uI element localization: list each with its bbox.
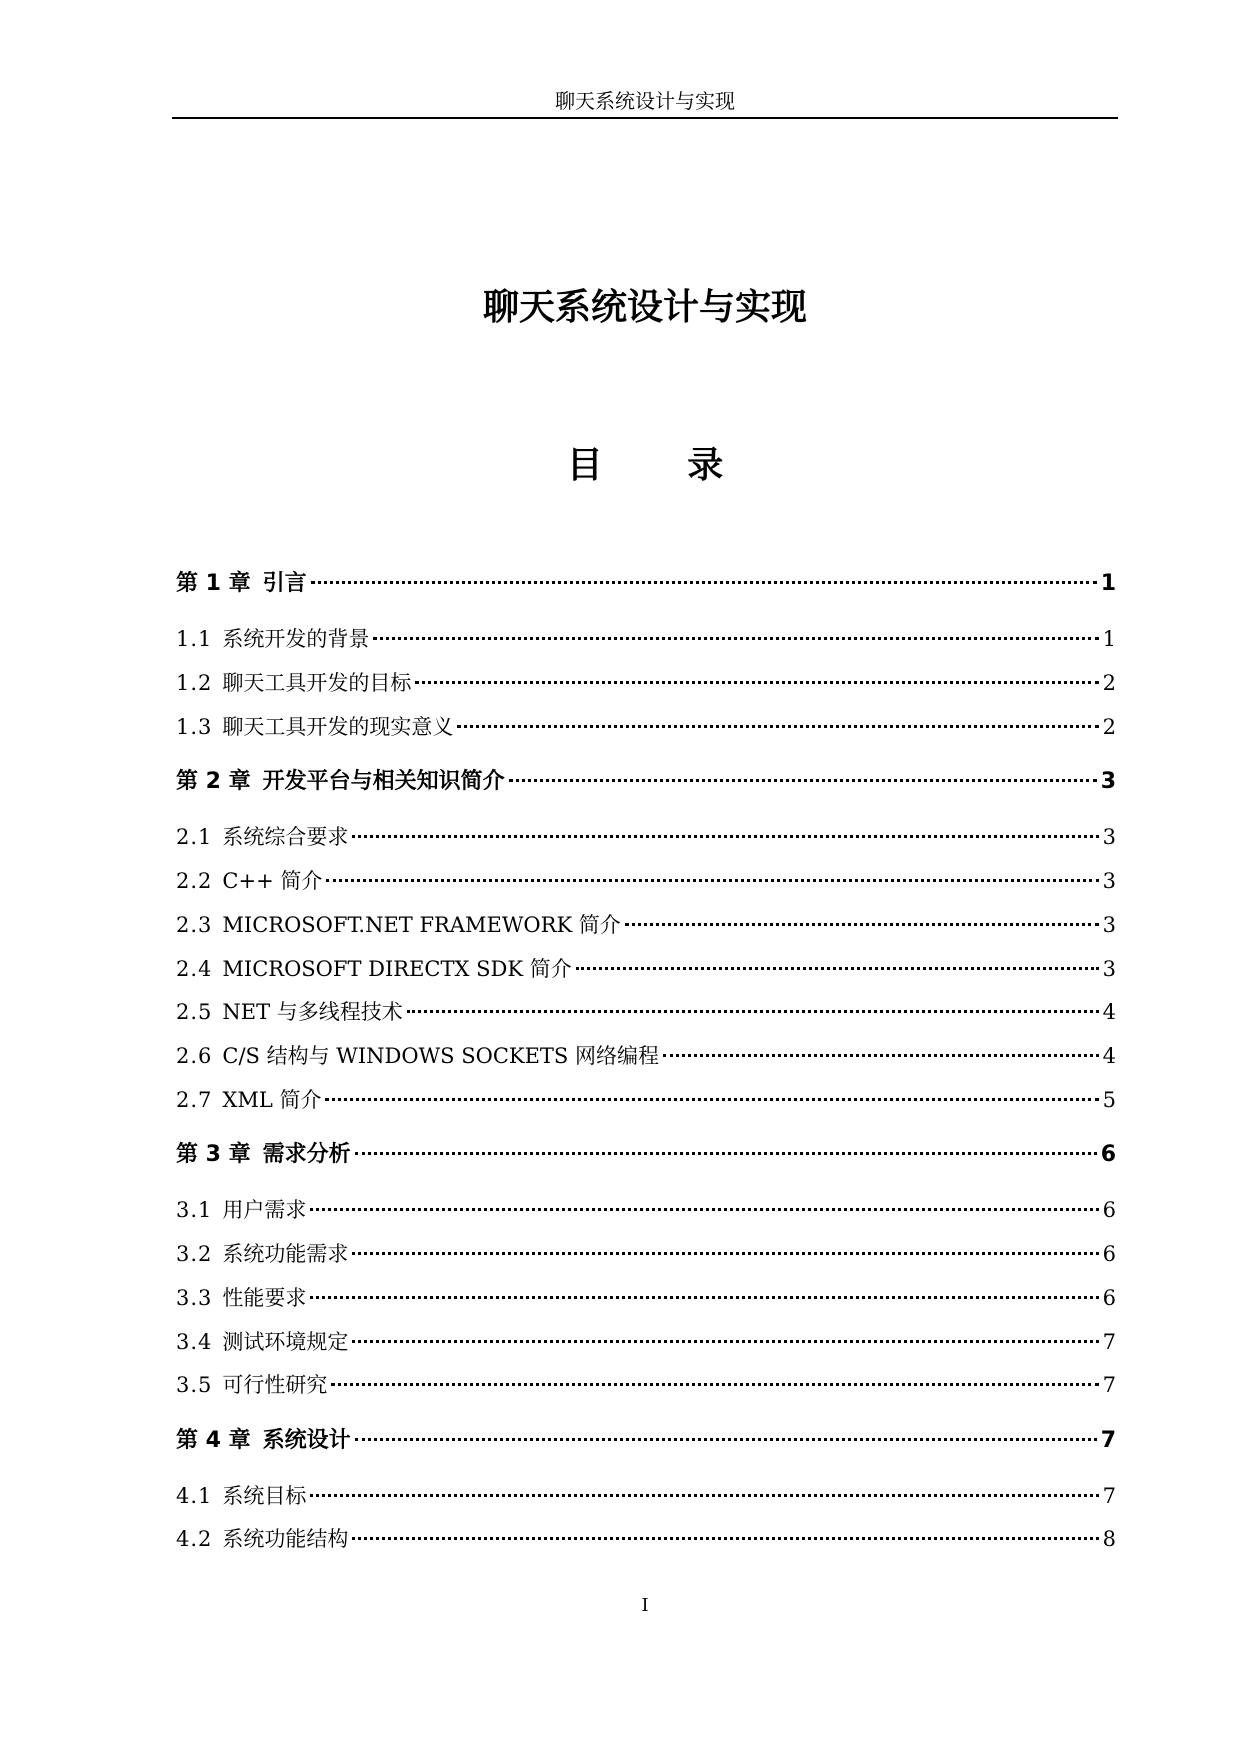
dot-leader [352, 1340, 1098, 1343]
toc-entry-page: 7 [1102, 1330, 1116, 1354]
dot-leader [325, 1098, 1098, 1101]
toc-entry-title: 系统开发的背景 [222, 627, 370, 651]
toc-entry-number: 3.3 [176, 1286, 213, 1310]
running-header: 聊天系统设计与实现 [555, 89, 735, 113]
toc-entry-page: 3 [1102, 913, 1116, 937]
toc-heading: 目 录 [566, 445, 760, 486]
toc-entry-number: 4.2 [176, 1527, 213, 1551]
toc-entry-chapter-2[interactable] [176, 766, 1116, 798]
toc-entry-section-2-2[interactable] [176, 865, 1116, 897]
toc-entry-title: 性能要求 [222, 1286, 307, 1310]
toc-entry-section-2-6[interactable] [176, 1040, 1116, 1072]
dot-leader [355, 1438, 1097, 1441]
toc-entry-page: 3 [1102, 957, 1116, 981]
dot-leader [663, 1054, 1099, 1057]
toc-entry-number: 第 3 章 [176, 1142, 251, 1167]
dot-leader [576, 967, 1099, 970]
toc-entry-title: 聊天工具开发的目标 [222, 671, 412, 695]
dot-leader [310, 1208, 1098, 1211]
toc-entry-number: 2.5 [176, 1000, 213, 1024]
dot-leader [331, 1383, 1098, 1386]
toc-entry-section-2-4[interactable] [176, 953, 1116, 985]
toc-entry-section-3-4[interactable] [176, 1326, 1116, 1358]
toc-entry-title: 系统综合要求 [222, 825, 349, 849]
dot-leader [352, 1537, 1098, 1540]
toc-entry-number: 4.1 [176, 1484, 213, 1508]
toc-entry-page: 3 [1102, 825, 1116, 849]
toc-entry-section-3-5[interactable] [176, 1369, 1116, 1401]
toc-entry-section-2-7[interactable] [176, 1084, 1116, 1116]
toc-entry-number: 1.2 [176, 671, 213, 695]
toc-entry-number: 2.3 [176, 913, 213, 937]
document-title: 聊天系统设计与实现 [482, 287, 807, 328]
toc-entry-title: MICROSOFT DIRECTX SDK 简介 [222, 957, 572, 981]
dot-leader [326, 879, 1098, 882]
toc-entry-page: 3 [1100, 769, 1116, 794]
toc-entry-number: 第 2 章 [176, 769, 251, 794]
dot-leader [352, 1252, 1098, 1255]
toc-entry-section-2-1[interactable] [176, 821, 1116, 853]
toc-entry-title: 用户需求 [222, 1198, 307, 1222]
toc-entry-page: 2 [1102, 671, 1116, 695]
header-rule [172, 117, 1118, 119]
toc-entry-title: 系统功能结构 [222, 1527, 349, 1551]
toc-entry-page: 8 [1102, 1527, 1116, 1551]
toc-entry-title: C++ 简介 [222, 869, 323, 893]
toc-entry-section-2-3[interactable] [176, 909, 1116, 941]
toc-entry-number: 2.4 [176, 957, 213, 981]
toc-entry-title: 需求分析 [262, 1142, 351, 1167]
toc-entry-title: NET 与多线程技术 [222, 1000, 403, 1024]
toc-entry-chapter-4[interactable] [176, 1425, 1116, 1457]
toc-entry-title: 引言 [262, 571, 307, 596]
toc-entry-page: 7 [1102, 1484, 1116, 1508]
toc-entry-page: 4 [1102, 1044, 1116, 1068]
toc-entry-section-1-1[interactable] [176, 623, 1116, 655]
toc-entry-page: 1 [1100, 571, 1116, 596]
toc-entry-number: 3.5 [176, 1373, 213, 1397]
toc-entry-section-4-2[interactable] [176, 1523, 1116, 1555]
toc-entry-title: 测试环境规定 [222, 1330, 349, 1354]
toc-entry-page: 4 [1102, 1000, 1116, 1024]
toc-entry-section-3-2[interactable] [176, 1238, 1116, 1270]
toc-entry-page: 7 [1100, 1428, 1116, 1453]
toc-entry-number: 3.2 [176, 1242, 213, 1266]
toc-entry-page: 6 [1102, 1286, 1116, 1310]
dot-leader [415, 681, 1098, 684]
dot-leader [509, 779, 1097, 782]
toc-entry-number: 3.4 [176, 1330, 213, 1354]
toc-entry-title: C/S 结构与 WINDOWS SOCKETS 网络编程 [222, 1044, 659, 1068]
toc-entry-title: 系统目标 [222, 1484, 307, 1508]
toc-entry-page: 6 [1102, 1242, 1116, 1266]
toc-entry-page: 3 [1102, 869, 1116, 893]
toc-entry-title: 开发平台与相关知识简介 [262, 769, 505, 794]
toc-entry-number: 2.1 [176, 825, 213, 849]
toc-entry-page: 6 [1102, 1198, 1116, 1222]
toc-entry-title: XML 简介 [222, 1088, 322, 1112]
dot-leader [311, 581, 1097, 584]
toc-entry-section-4-1[interactable] [176, 1480, 1116, 1512]
toc-entry-section-3-3[interactable] [176, 1282, 1116, 1314]
toc-entry-title: MICROSOFT.NET FRAMEWORK 简介 [222, 913, 621, 937]
dot-leader [310, 1296, 1098, 1299]
dot-leader [355, 1152, 1097, 1155]
toc-entry-title: 系统设计 [262, 1428, 351, 1453]
dot-leader [352, 835, 1098, 838]
dot-leader [407, 1010, 1099, 1013]
toc-entry-page: 5 [1102, 1088, 1116, 1112]
toc-entry-page: 2 [1102, 715, 1116, 739]
toc-entry-page: 7 [1102, 1373, 1116, 1397]
toc-entry-section-1-2[interactable] [176, 667, 1116, 699]
toc-entry-number: 2.6 [176, 1044, 213, 1068]
page-number: I [641, 1595, 649, 1616]
toc-entry-number: 第 1 章 [176, 571, 251, 596]
toc-entry-title: 系统功能需求 [222, 1242, 349, 1266]
toc-entry-chapter-1[interactable] [176, 568, 1116, 600]
toc-entry-page: 6 [1100, 1142, 1116, 1167]
dot-leader [625, 923, 1099, 926]
toc-entry-number: 2.7 [176, 1088, 213, 1112]
dot-leader [457, 725, 1098, 728]
toc-entry-section-1-3[interactable] [176, 711, 1116, 743]
toc-entry-number: 1.1 [176, 627, 213, 651]
toc-entry-section-3-1[interactable] [176, 1194, 1116, 1226]
dot-leader [310, 1494, 1098, 1497]
toc-entry-number: 1.3 [176, 715, 213, 739]
toc-entry-title: 可行性研究 [222, 1373, 328, 1397]
toc-entry-title: 聊天工具开发的现实意义 [222, 715, 454, 739]
toc-entry-section-2-5[interactable] [176, 996, 1116, 1028]
toc-entry-number: 2.2 [176, 869, 213, 893]
toc-entry-number: 第 4 章 [176, 1428, 251, 1453]
toc-entry-page: 1 [1102, 627, 1116, 651]
dot-leader [373, 637, 1098, 640]
toc-entry-number: 3.1 [176, 1198, 213, 1222]
toc-entry-chapter-3[interactable] [176, 1139, 1116, 1171]
